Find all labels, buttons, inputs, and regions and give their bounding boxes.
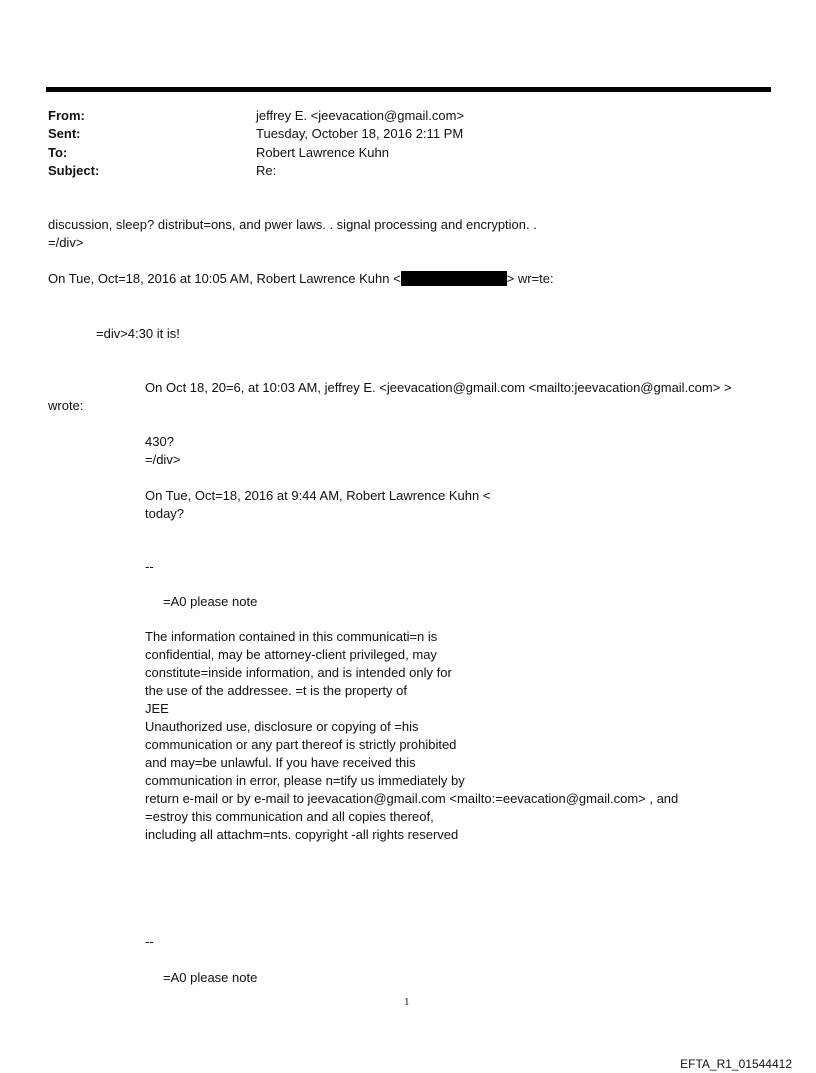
to-value: Robert Lawrence Kuhn: [256, 145, 389, 160]
document-id: EFTA_R1_01544412: [680, 1057, 792, 1071]
disclaimer-line: including all attachm=nts. copyright -all rights reserved: [145, 827, 459, 842]
disclaimer-line: communication or any part thereof is strictly prohibited: [145, 737, 457, 752]
subject-value: Re:: [256, 163, 277, 178]
header-rule: [46, 87, 771, 92]
signature-dash-2: --: [145, 934, 154, 949]
quote-header-1-post: > wr=te:: [506, 271, 554, 286]
disclaimer-line: return e-mail or by e-mail to jeevacation@gmail.com <mailto:=eevacation@gmail.com> , and: [145, 791, 679, 806]
signature-note-2: =A0 please note: [163, 970, 258, 985]
disclaimer-line: constitute=inside information, and is intended only for: [145, 665, 452, 680]
body-line-7: 430?: [145, 434, 174, 449]
disclaimer-line: =estroy this communication and all copies thereof,: [145, 809, 434, 824]
disclaimer-line: Unauthorized use, disclosure or copying of =his: [145, 719, 419, 734]
redaction-box: [401, 271, 507, 286]
page-number: 1: [404, 996, 410, 1008]
disclaimer-line: and may=be unlawful. If you have received this: [145, 755, 416, 770]
body-line-2: =/div>: [48, 235, 84, 250]
disclaimer-line: confidential, may be attorney-client privileged, may: [145, 647, 437, 662]
quote-header-1-pre: On Tue, Oct=18, 2016 at 10:05 AM, Robert Lawrence Kuhn <: [48, 271, 401, 286]
signature-dash-1: --: [145, 559, 154, 574]
body-line-1: discussion, sleep? distribut=ons, and pwer laws. . signal processing and encryption. .: [48, 217, 537, 232]
sent-label: Sent:: [48, 126, 81, 141]
sent-value: Tuesday, October 18, 2016 2:11 PM: [256, 126, 464, 141]
from-value: jeffrey E. <jeevacation@gmail.com>: [256, 108, 465, 123]
quote-header-2-cont: wrote:: [48, 398, 84, 413]
subject-label: Subject:: [48, 163, 100, 178]
disclaimer-line: communication in error, please n=tify us immediately by: [145, 773, 465, 788]
disclaimer-line: The information contained in this communicati=n is: [145, 629, 438, 644]
body-line-10: today?: [145, 506, 185, 521]
disclaimer-line: JEE: [145, 701, 169, 716]
disclaimer-line: the use of the addressee. =t is the property of: [145, 683, 407, 698]
quote-header-1: [48, 270, 554, 287]
signature-note-1: =A0 please note: [163, 594, 258, 609]
body-line-4: =div>4:30 it is!: [96, 326, 180, 341]
quote-header-3: On Tue, Oct=18, 2016 at 9:44 AM, Robert Lawrence Kuhn <: [145, 488, 491, 503]
from-label: From:: [48, 108, 85, 123]
body-line-8: =/div>: [145, 452, 181, 467]
to-label: To:: [48, 145, 68, 160]
quote-header-2: On Oct 18, 20=6, at 10:03 AM, jeffrey E. <jeevacation@gmail.com <mailto:jeevacation@gmail.com> >: [145, 380, 732, 395]
